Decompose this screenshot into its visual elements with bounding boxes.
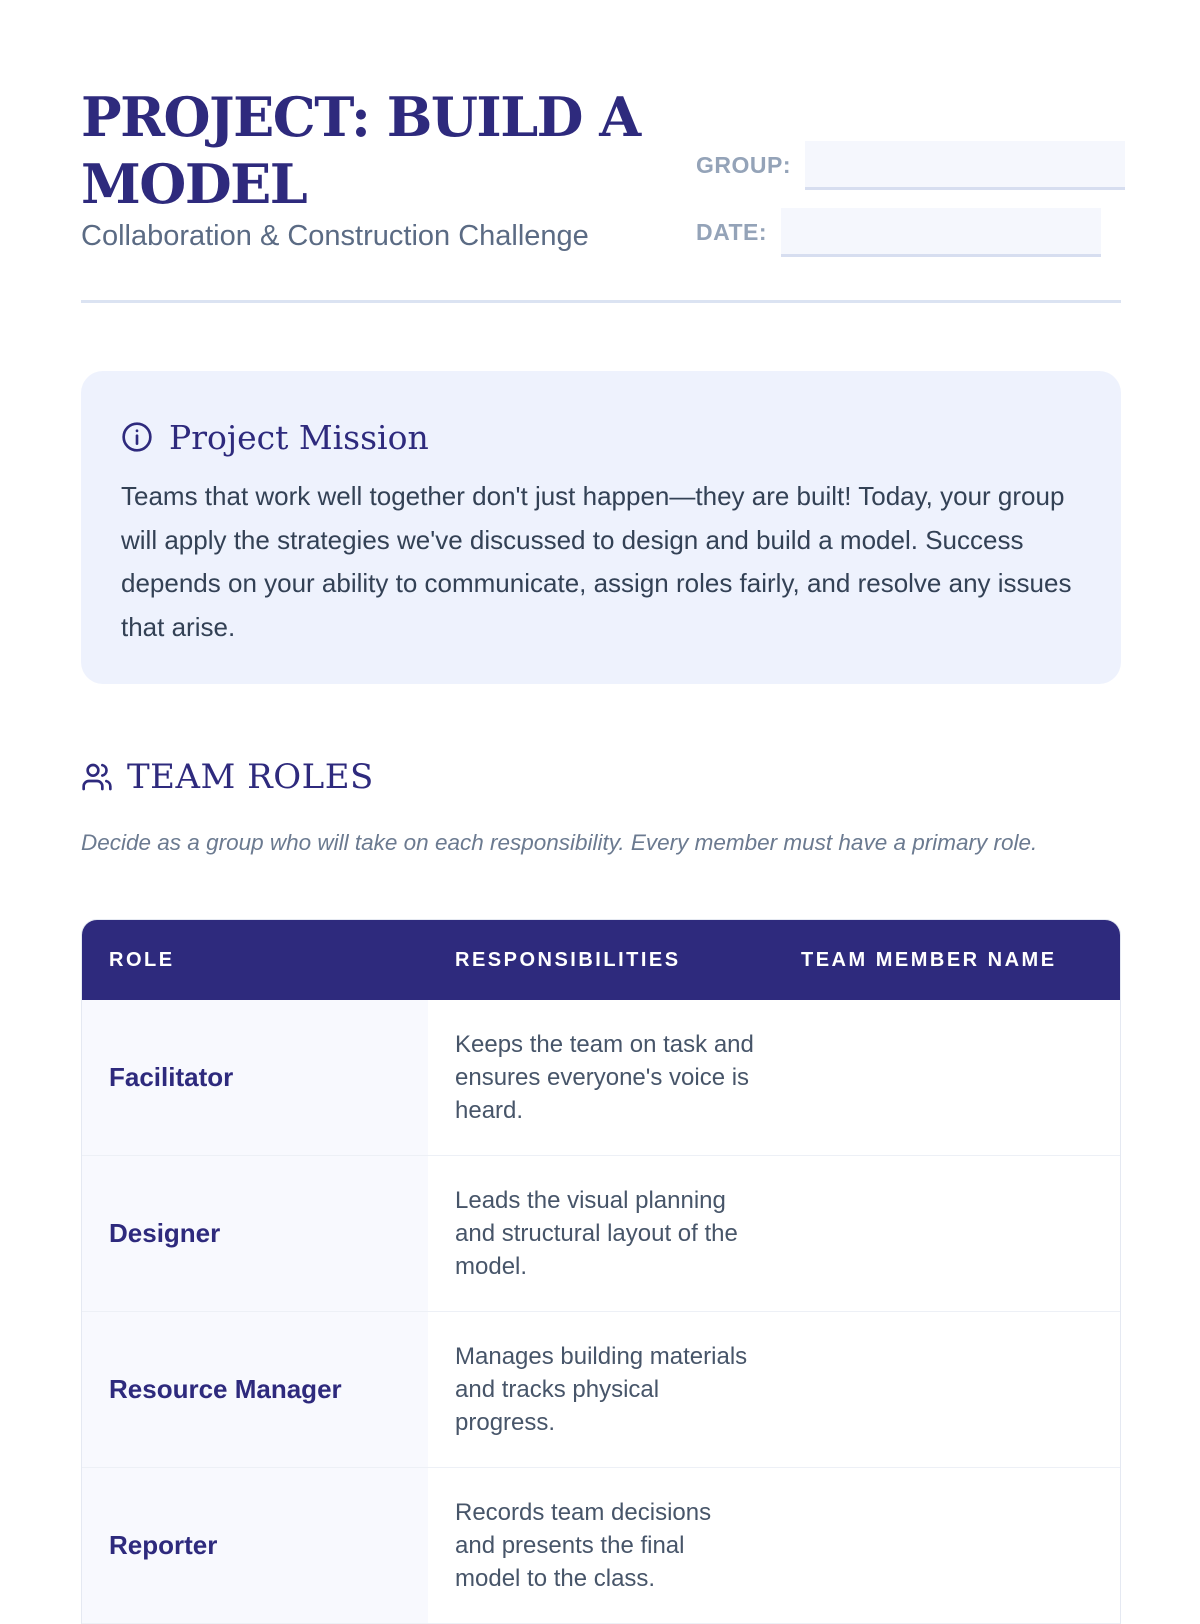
table-row [82,1156,1120,1312]
date-row [696,208,1101,257]
member-name-field[interactable] [774,1000,1120,1155]
column-header-responsibilities: RESPONSIBILITIES [455,948,681,971]
worksheet [81,0,1121,1592]
group-field[interactable] [805,141,1125,190]
group-row [696,141,1125,190]
responsibility-text: Manages building materials and tracks physical progress. [455,1343,748,1436]
responsibility-cell [428,1156,774,1311]
responsibility-cell [428,1312,774,1467]
role-cell: Resource Manager [82,1312,428,1467]
worksheet-header [81,0,1121,303]
responsibility-text: Records team decisions and presents the final model to the class. [455,1499,712,1592]
table-row [82,1000,1120,1156]
mission-card [81,371,1121,684]
responsibility-cell [428,1000,774,1155]
page-title: PROJECT: BUILD A MODEL [81,85,640,216]
table-header [82,920,1120,1000]
date-field[interactable] [781,208,1101,257]
roles-table [81,919,1121,1624]
team-roles-heading [81,752,374,802]
date-label: DATE: [696,219,768,245]
page-subtitle: Collaboration & Construction Challenge [81,220,589,252]
users-icon [81,761,113,793]
member-name-field[interactable] [774,1156,1120,1311]
team-roles-instructions: Decide as a group who will take on each responsibility. Every member must have a primary role. [81,830,1038,855]
member-name-field[interactable] [774,1312,1120,1467]
table-row [82,1468,1120,1624]
team-roles-title: TEAM ROLES [127,757,374,797]
mission-title: Project Mission [169,417,429,457]
role-cell: Reporter [82,1468,428,1623]
responsibility-text: Leads the visual planning and structural layout of the model. [455,1187,738,1280]
column-header-member-name: TEAM MEMBER NAME [801,948,1057,971]
table-row [82,1312,1120,1468]
mission-heading [121,411,1081,463]
role-cell: Designer [82,1156,428,1311]
info-circle-icon [121,421,153,453]
responsibility-text: Keeps the team on task and ensures everyone's voice is heard. [455,1031,754,1124]
column-header-role: ROLE [109,948,175,971]
role-cell: Facilitator [82,1000,428,1155]
mission-text: Teams that work well together don't just happen—they are built! Today, your group will apply the strategies we've discussed to design and build a model. Success depends on your ability to communicate, assign roles fairly, and resolve any issues that arise. [121,481,1072,642]
group-label: GROUP: [696,152,791,178]
